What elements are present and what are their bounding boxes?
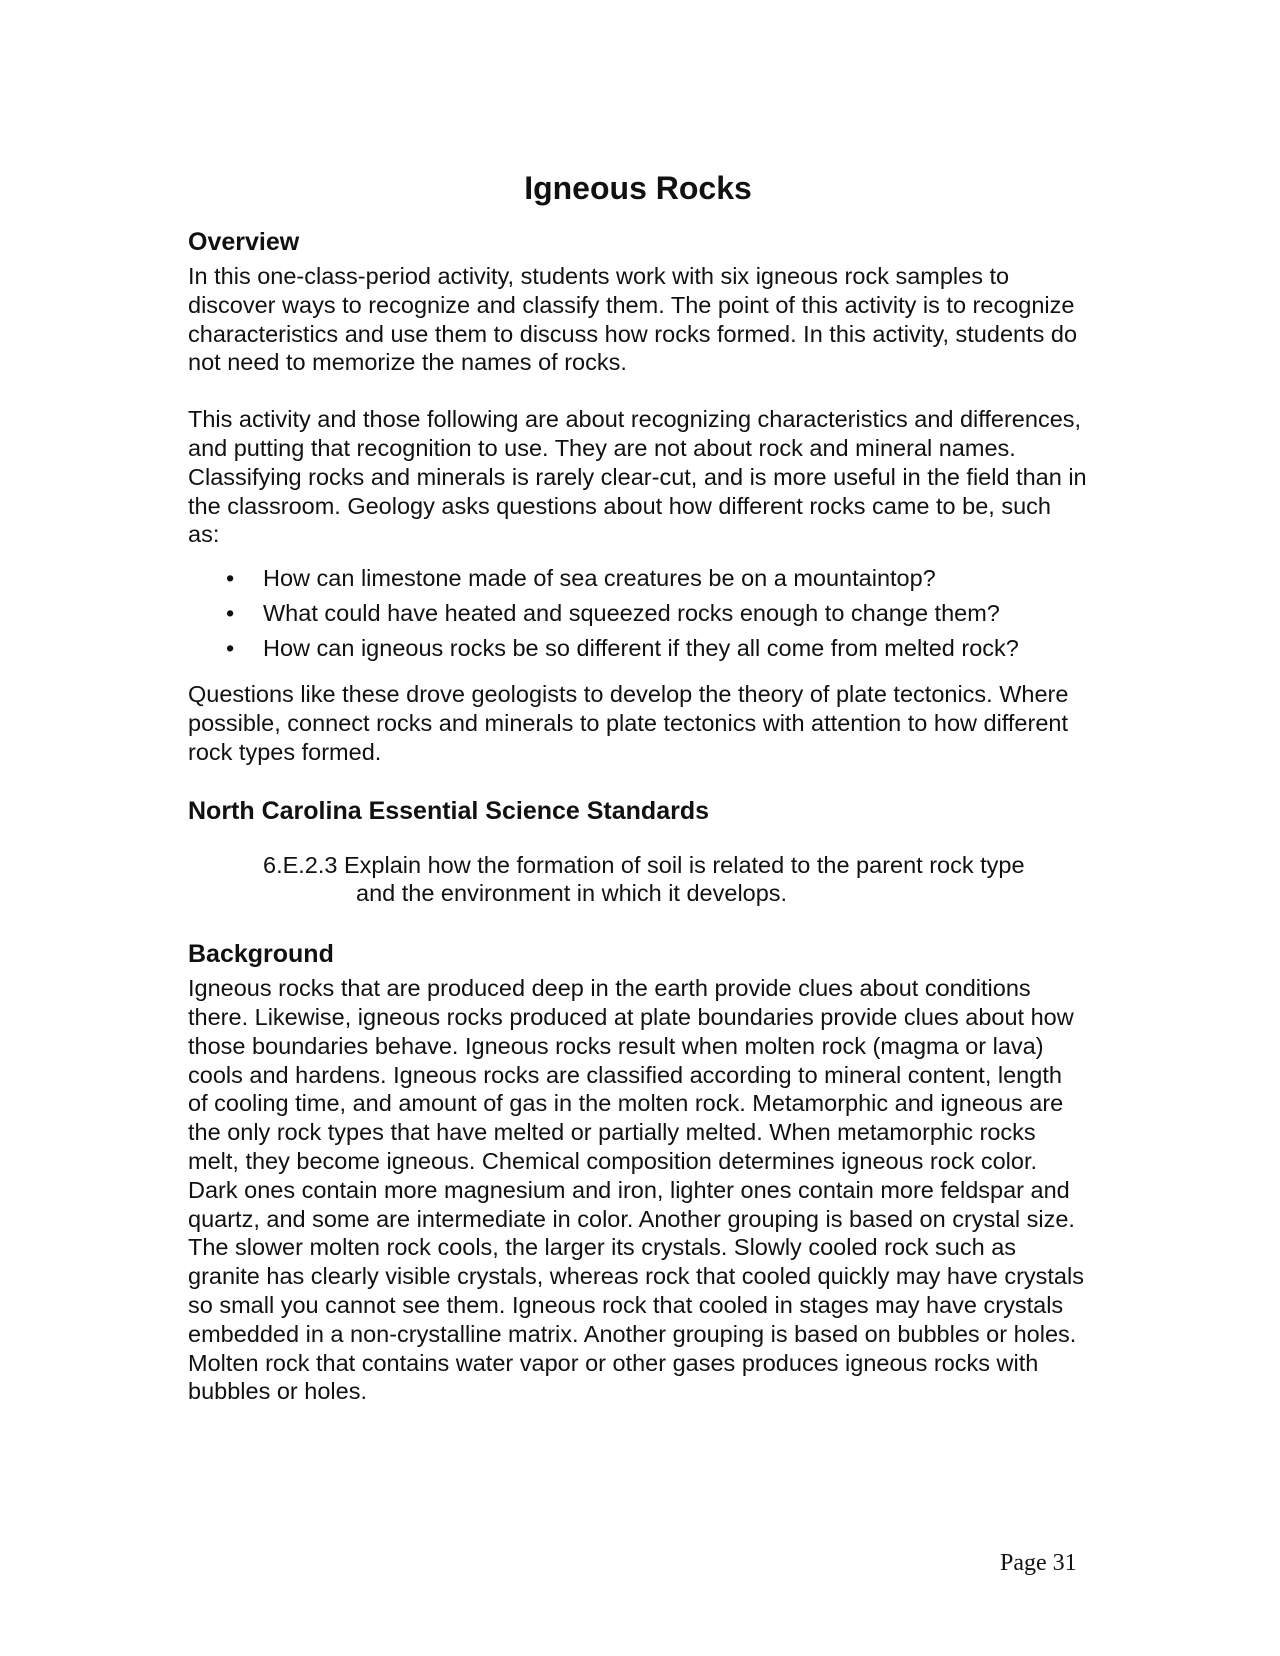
list-item-text: How can limestone made of sea creatures be on a mountaintop? — [263, 565, 936, 592]
overview-heading: Overview — [188, 228, 300, 256]
bullet-icon: • — [226, 565, 235, 592]
question-list — [188, 561, 1088, 666]
list-item — [188, 596, 1088, 631]
overview-paragraph-2: This activity and those following are about recognizing characteristics and differences, and putting that recognition to use. They are not about rock and mineral names. Classifying rocks and minerals is rarely clear-cut, and is more useful in the field than in the classroom. Geology asks questions about how different rocks came to be, such as: — [188, 406, 1087, 548]
bullet-icon: • — [226, 635, 235, 662]
list-item-text: What could have heated and squeezed rocks enough to change them? — [263, 600, 1000, 627]
list-item — [188, 631, 1088, 666]
page-title: Igneous Rocks — [524, 170, 752, 206]
background-heading: Background — [188, 940, 334, 969]
standard-item-line-2: and the environment in which it develops. — [356, 880, 788, 907]
standards-heading: North Carolina Essential Science Standards — [188, 796, 709, 825]
list-item-text: How can igneous rocks be so different if they all come from melted rock? — [263, 635, 1019, 662]
page-number: Page 31 — [1000, 1550, 1077, 1576]
standard-item-line-1: 6.E.2.3 Explain how the formation of soil is related to the parent rock type — [263, 851, 1025, 878]
overview-paragraph-1: In this one-class-period activity, students work with six igneous rock samples to discover ways to recognize and classify them. The point of this activity is to recognize characteristics and use them to discuss how rocks formed. In this activity, students do not need to memorize the names of rocks. — [188, 263, 1078, 376]
list-item — [188, 561, 1088, 596]
standard-item — [188, 851, 1088, 909]
bullet-icon: • — [226, 600, 235, 627]
overview-paragraph-3: Questions like these drove geologists to develop the theory of plate tectonics. Where possible, connect rocks and minerals to plate tectonics with attention to how different rock types formed. — [188, 681, 1069, 765]
document-page — [188, 168, 1088, 1406]
background-paragraph: Igneous rocks that are produced deep in the earth provide clues about conditions there. Likewise, igneous rocks produced at plate boundaries provide clues about how those boundaries behave. Igneous rocks result when molten rock (magma or lava) cools and hardens. Igneous rocks are classified according to mineral content, length of cooling time, and amount of gas in the molten rock. Metamorphic and igneous are the only rock types that have melted or partially melted. When metamorphic rocks melt, they become igneous. Chemical composition determines igneous rock color. Dark ones contain more magnesium and iron, lighter ones contain more feldspar and quartz, and some are intermediate in color. Another grouping is based on crystal size. The slower molten rock cools, the larger its crystals. Slowly cooled rock such as granite has clearly visible crystals, whereas rock that cooled quickly may have crystals so small you cannot see them. Igneous rock that cooled in stages may have crystals embedded in a non-crystalline matrix. Another grouping is based on bubbles or holes. Molten rock that contains water vapor or other gases produces igneous rocks with bubbles or holes. — [188, 975, 1084, 1405]
